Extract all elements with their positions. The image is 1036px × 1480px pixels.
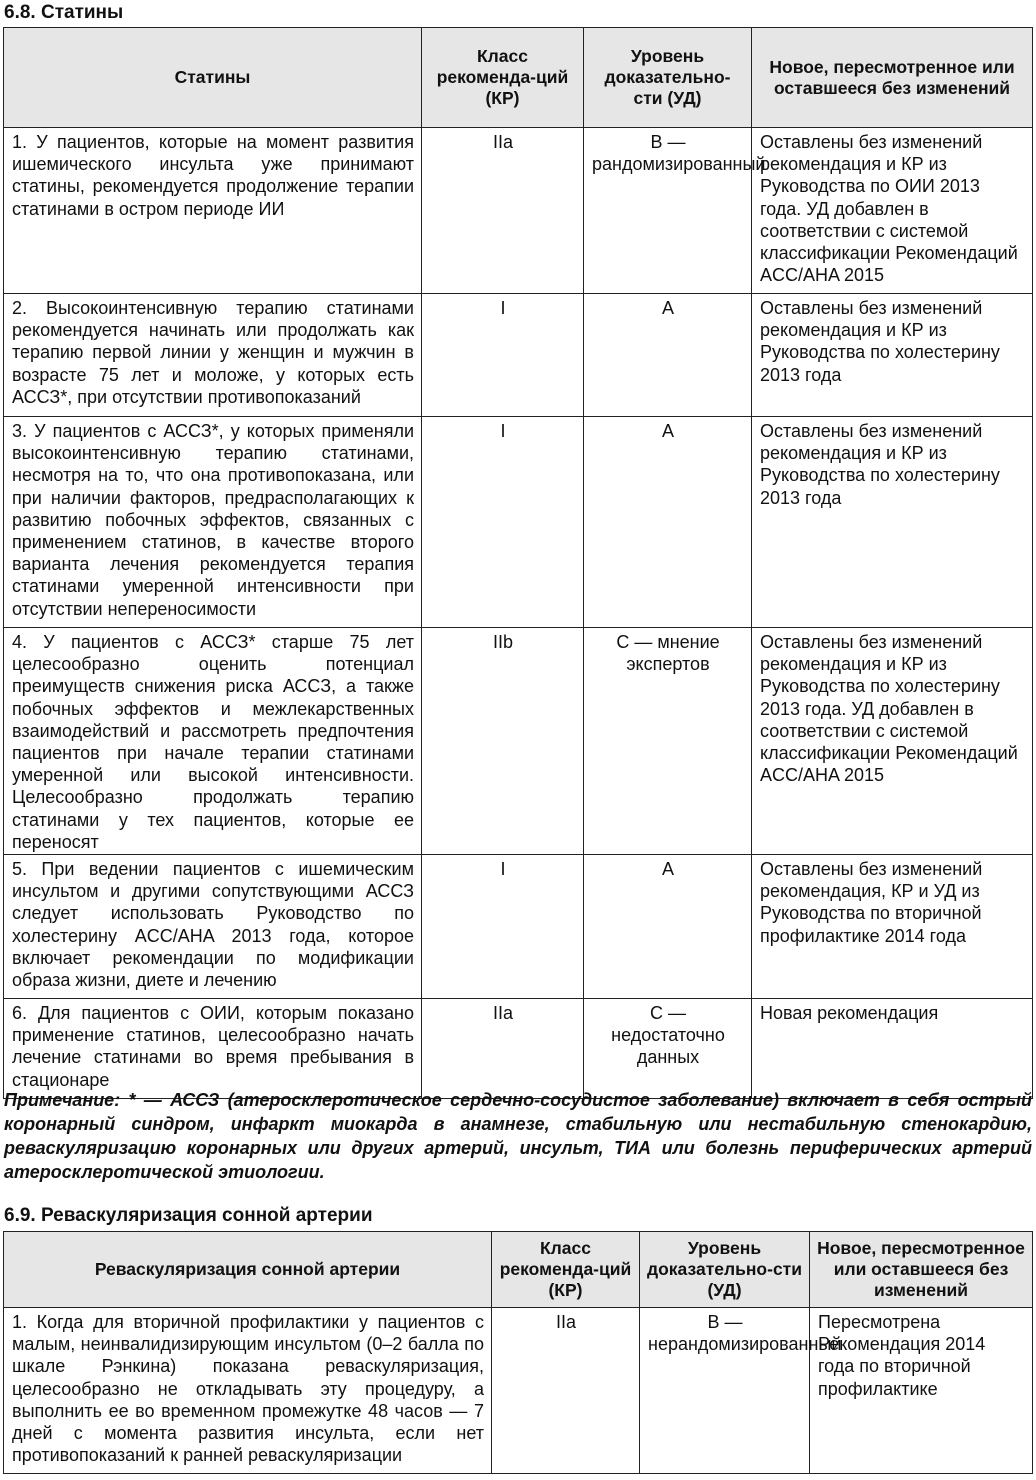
level-value: A [584,417,752,628]
level-value: A [584,294,752,417]
recommendation-text: 1. У пациентов, которые на момент развития ишемического инсульта уже принимают статины, рекомендуется продолжение терапии статинами в остром периоде ИИ [4,128,422,294]
recommendation-text: 1. Когда для вторичной профилактики у пациентов с малым, неинвалидизирующим инсультом (0–2 балла по шкале Рэнкина) показана реваскуляризация, целесообразно не откладывать эту процедуру, а выполнить ее во временном промежутке 48 часов — 7 дней с момента развития инсульта, если нет противопоказаний к ранней реваскуляризации [4,1308,492,1474]
header-recommendation: Реваскуляризация сонной артерии [4,1232,492,1308]
header-class: Класс рекоменда-ций (КР) [422,28,584,128]
status-value: Оставлены без изменений рекомендация и КР из Руководства по холестерину 2013 года. УД добавлен в соответствии с системой классификации Рекомендаций ACC/AHA 2015 [752,628,1033,855]
recommendation-text: 3. У пациентов с АССЗ*, у которых применяли высокоинтенсивную терапию статинами, несмотря на то, что она противопоказана, или при наличии факторов, предрасполагающих к развитию побочных эффектов, связанных с применением статинов, в качестве второго варианта лечения рекомендуется терапия статинами умеренной интенсивности при отсутствии непереносимости [4,417,422,628]
level-value: C — мнение экспертов [584,628,752,855]
header-level: Уровень доказательно-сти (УД) [640,1232,810,1308]
class-value: I [422,855,584,999]
class-value: IIb [422,628,584,855]
table-row [4,128,1033,294]
header-level: Уровень доказательно-сти (УД) [584,28,752,128]
table-row [4,999,1033,1099]
table-row [4,417,1033,628]
status-value: Новая рекомендация [752,999,1033,1099]
status-value: Пересмотрена Рекомендация 2014 года по вторичной профилактике [810,1308,1033,1474]
table-row [4,294,1033,417]
recommendation-text: 6. Для пациентов с ОИИ, которым показано применение статинов, целесообразно начать лечение статинами во время пребывания в стационаре [4,999,422,1099]
table-row [4,1308,1033,1474]
section-title-carotid: 6.9. Реваскуляризация сонной артерии [4,1205,373,1226]
table-header-row [4,28,1033,128]
header-status: Новое, пересмотренное или оставшееся без изменений [752,28,1033,128]
status-value: Оставлены без изменений рекомендация и КР из Руководства по холестерину 2013 года [752,417,1033,628]
section-title-statins: 6.8. Статины [4,2,124,23]
header-status: Новое, пересмотренное или оставшееся без изменений [810,1232,1033,1308]
level-value: B — нерандомизированный [640,1308,810,1474]
carotid-table [3,1231,1033,1474]
status-value: Оставлены без изменений рекомендация, КР и УД из Руководства по вторичной профилактике 2014 года [752,855,1033,999]
statins-table [3,27,1033,1099]
recommendation-text: 2. Высокоинтенсивную терапию статинами рекомендуется начинать или продолжать как терапию первой линии у женщин и мужчин в возрасте 75 лет и моложе, у которых есть АССЗ*, при отсутствии противопоказаний [4,294,422,417]
header-recommendation: Статины [4,28,422,128]
recommendation-text: 5. При ведении пациентов с ишемическим инсультом и другими сопутствующими АССЗ следует использовать Руководство по холестерину ACC/AHA 2013 года, которое включает рекомендации по модификации образа жизни, диете и лечению [4,855,422,999]
class-value: IIa [492,1308,640,1474]
table-row [4,628,1033,855]
level-value: A [584,855,752,999]
level-value: B — рандомизированный [584,128,752,294]
class-value: IIa [422,128,584,294]
class-value: I [422,417,584,628]
recommendation-text: 4. У пациентов с АССЗ* старше 75 лет целесообразно оценить потенциал преимуществ снижения риска АССЗ, а также побочных эффектов и межлекарственных взаимодействий и рассмотреть предпочтения пациентов при начале терапии статинами умеренной или высокой интенсивности. Целесообразно продолжать терапию статинами у тех пациентов, которые ее переносят [4,628,422,855]
level-value: C — недостаточно данных [584,999,752,1099]
class-value: IIa [422,999,584,1099]
header-class: Класс рекоменда-ций (КР) [492,1232,640,1308]
table-footnote: Примечание: * — АССЗ (атеросклеротическое сердечно-сосудистое заболевание) включает в себя острый коронарный синдром, инфаркт миокарда в анамнезе, стабильную или нестабильную стенокардию, реваскуляризацию коронарных или других артерий, инсульт, ТИА или болезнь периферических артерий атеросклеротической этиологии. [4,1090,1032,1182]
table-row [4,855,1033,999]
table-header-row [4,1232,1033,1308]
status-value: Оставлены без изменений рекомендация и КР из Руководства по ОИИ 2013 года. УД добавлен в соответствии с системой классификации Рекомендаций ACC/AHA 2015 [752,128,1033,294]
status-value: Оставлены без изменений рекомендация и КР из Руководства по холестерину 2013 года [752,294,1033,417]
class-value: I [422,294,584,417]
